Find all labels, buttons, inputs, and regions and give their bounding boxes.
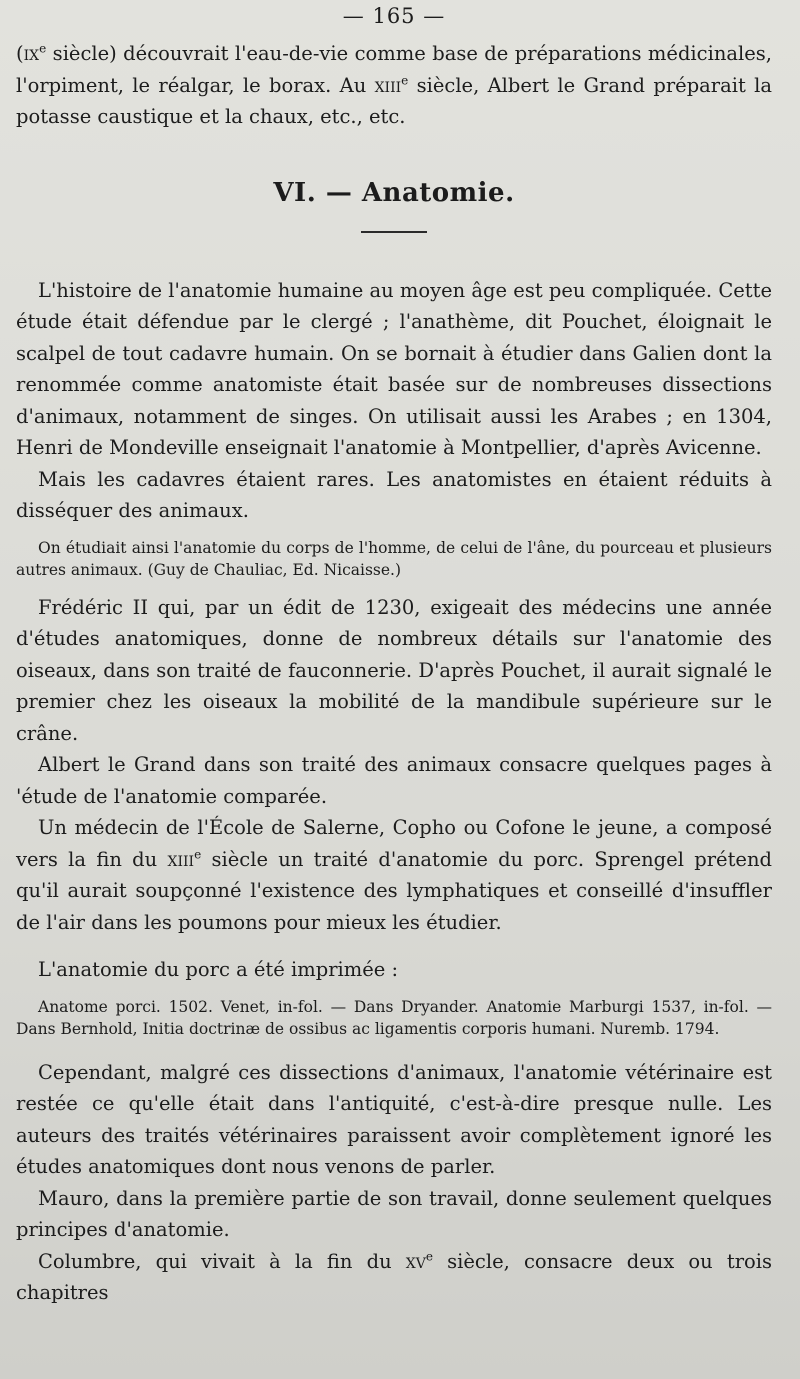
paragraph-veterinaire: Cependant, malgré ces dissections d'animaux, l'anatomie vétérinaire est restée ce qu'elle était dans l'antiquité, c'est-à-dire presque nulle. Les auteurs des traités vétérinaires paraissent avoir complètement ignoré les études anatomiques dont nous venons de parler. [16,1060,772,1178]
paragraph-columbre: Columbre, qui vivait à la fin du $xv^e$ siècle, consacre deux ou trois chapitres [16,1249,772,1304]
paragraph-mauro: Mauro, dans la première partie de son travail, donne seulement quelques principes d'anatomie. [16,1186,772,1241]
paragraph-cadavers: Mais les cadavres étaient rares. Les anatomistes en étaient réduits à disséquer des animaux. [16,467,772,522]
quote-guy-de-chauliac: On étudiait ainsi l'anatomie du corps de l'homme, de celui de l'âne, du pourceau et plusieurs autres animaux. (Guy de Chauliac, Ed. Nicaisse.) [16,538,772,579]
section-heading: VI. — Anatomie. [273,177,515,208]
intro-paragraph: ($ix^e$ siècle) découvrait l'eau-de-vie comme base de préparations médicinales, l'orpiment, le réalgar, le borax. Au xiii$^e$ siècle, Albert le Grand préparait la potasse caustique et la chaux, etc., etc. [16,41,772,128]
paragraph-salerne: Un médecin de l'École de Salerne, Copho ou Cofone le jeune, a composé vers la fin du xiii$^e$ siècle un traité d'anatomie du porc. Sprengel prétend qu'il aurait soupçonné l'existence des lymphatiques et conseillé d'insuffler de l'air dans les poumons pour mieux les étudier. [16,816,772,934]
paragraph-imprimee: L'anatomie du porc a été imprimée : [38,958,399,981]
paragraph-albert: Albert le Grand dans son traité des animaux consacre quelques pages à 'étude de l'anatomie comparée. [16,753,772,808]
paragraph-frederic: Frédéric II qui, par un édit de 1230, exigeait des médecins une année d'études anatomiques, donne de nombreux détails sur l'anatomie des oiseaux, dans son traité de fauconnerie. D'après Pouchet, il aurait signalé le premier chez les oiseaux la mobilité de la mandibule supérieure sur le crâne. [16,595,772,745]
page-number: — 165 — [342,4,446,28]
heading-rule [361,231,427,233]
paragraph-history: L'histoire de l'anatomie humaine au moyen âge est peu compliquée. Cette étude était défendue par le clergé ; l'anathème, dit Pouchet, éloignait le scalpel de tout cadavre humain. On se bornait à étudier dans Galien dont la renommée comme anatomiste était basée sur de nombreuses dissections d'animaux, notamment de singes. On utilisait aussi les Arabes ; en 1304, Henri de Mondeville enseignait l'anatomie à Montpellier, d'après Avicenne. [16,278,772,459]
quote-anatome-porci: Anatome porci. 1502. Venet, in-fol. — Dans Dryander. Anatomie Marburgi 1537, in-fol. — Dans Bernhold, Initia doctrinæ de ossibus ac ligamentis corporis humani. Nuremb. 1794. [16,997,772,1038]
